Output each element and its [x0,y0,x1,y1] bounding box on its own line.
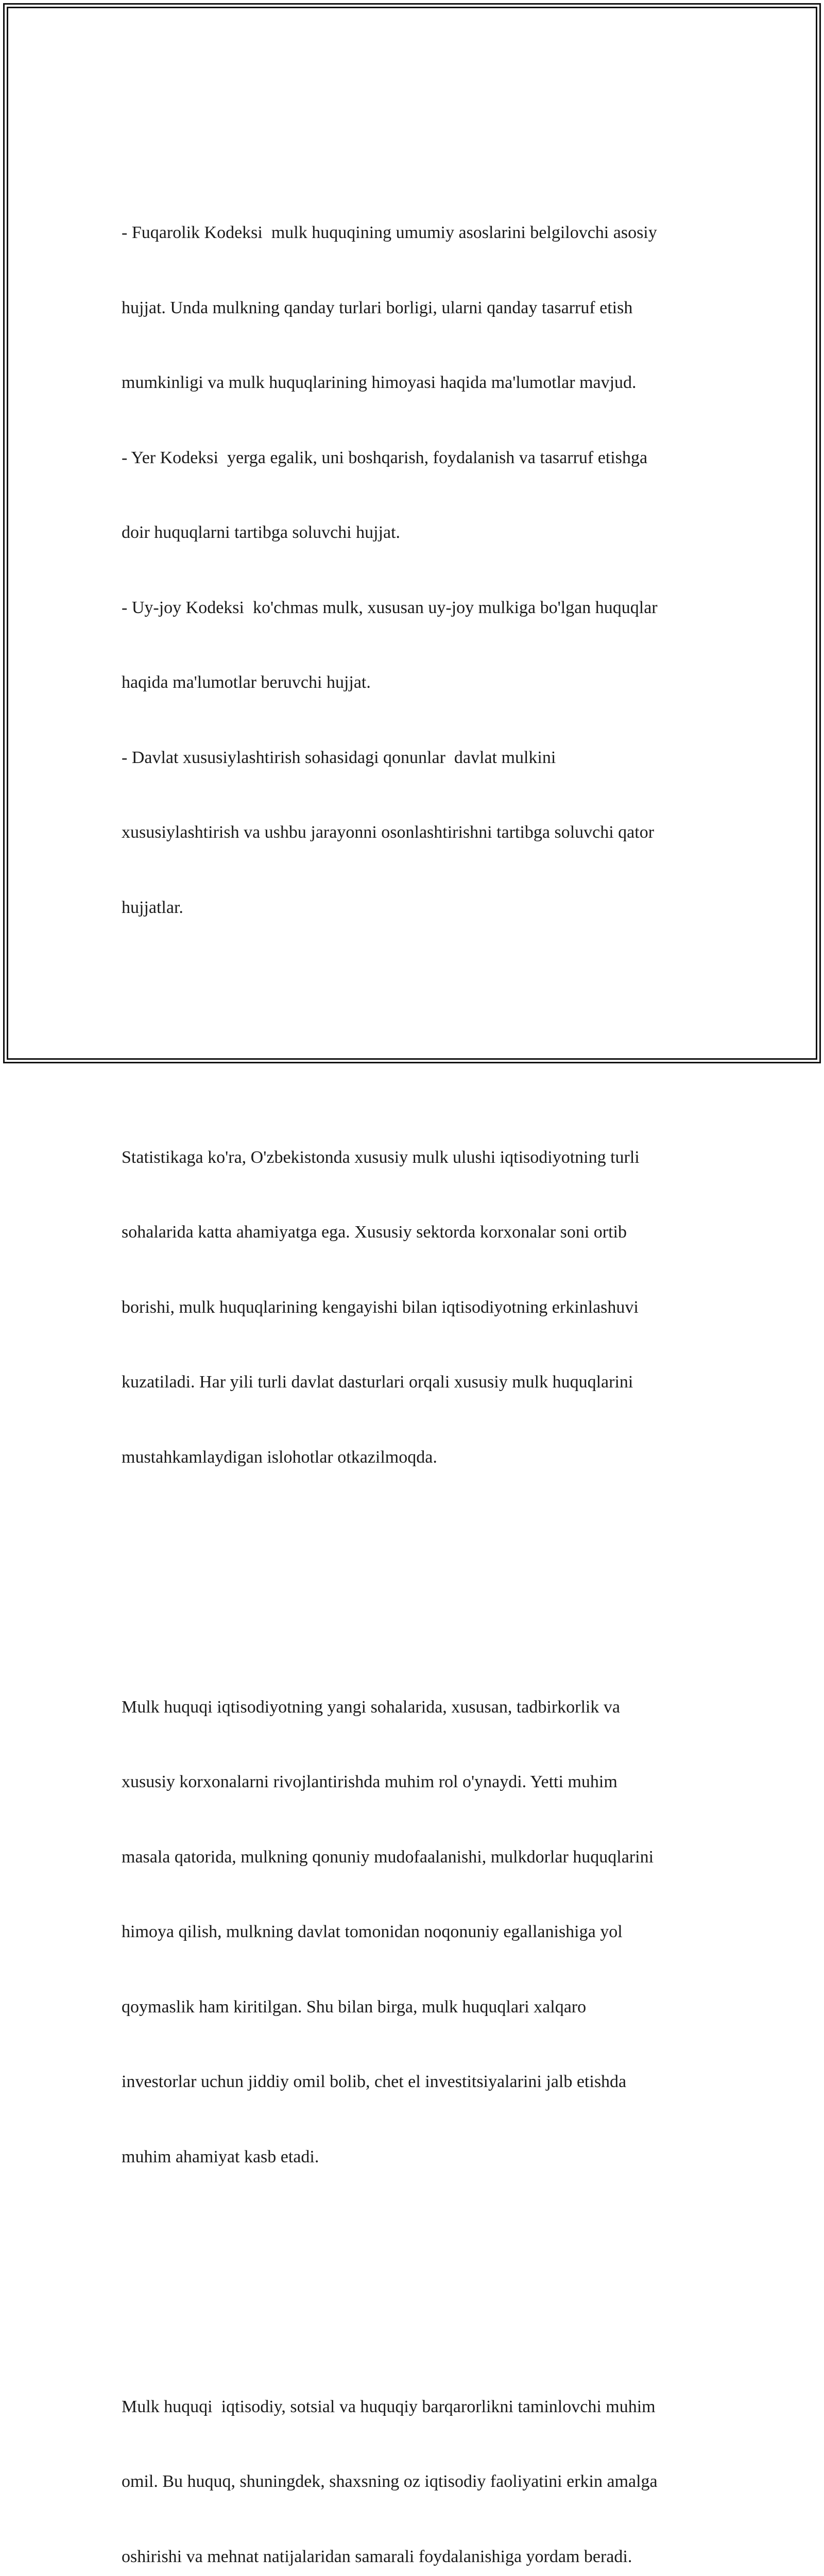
text-line: - Yer Kodeksi yerga egalik, uni boshqarish, foydalanish va tasarruf etishga [122,446,709,471]
text-line: kuzatiladi. Har yili turli davlat dasturlari orqali xususiy mulk huquqlarini [122,1370,709,1395]
paragraph-codes-list [122,171,709,970]
text-line: oshirishi va mehnat natijalaridan samarali foydalanishiga yordam beradi. [122,2545,709,2570]
paragraph-property-role [122,1645,709,2220]
text-line: - Davlat xususiylashtirish sohasidagi qonunlar davlat mulkini [122,745,709,771]
document-body [122,121,709,2576]
text-line: muhim ahamiyat kasb etadi. [122,2145,709,2170]
text-line: masala qatorida, mulkning qonuniy mudofaalanishi, mulkdorlar huquqlarini [122,1845,709,1870]
paragraph-gap [122,1570,709,1595]
paragraph-statistics [122,1095,709,1520]
text-line: qoymaslik ham kiritilgan. Shu bilan birga, mulk huquqlari xalqaro [122,1995,709,2020]
text-line: haqida ma'lumotlar beruvchi hujjat. [122,670,709,696]
text-line: xususiylashtirish va ushbu jarayonni osonlashtirishni tartibga soluvchi qator [122,820,709,845]
text-line: sohalarida katta ahamiyatga ega. Xususiy sektorda korxonalar soni ortib [122,1220,709,1245]
text-line: omil. Bu huquq, shuningdek, shaxsning oz iqtisodiy faoliyatini erkin amalga [122,2469,709,2495]
text-line: hujjatlar. [122,895,709,921]
text-line: Statistikaga ko'ra, O'zbekistonda xususiy mulk ulushi iqtisodiyotning turli [122,1145,709,1171]
paragraph-gap [122,1020,709,1045]
text-line: mustahkamlaydigan islohotlar otkazilmoqda. [122,1445,709,1470]
text-line: mumkinligi va mulk huquqlarining himoyasi haqida ma'lumotlar mavjud. [122,370,709,396]
text-line: Mulk huquqi iqtisodiyotning yangi sohalarida, xususan, tadbirkorlik va [122,1695,709,1720]
paragraph-conclusion [122,2345,709,2576]
text-line: himoya qilish, mulkning davlat tomonidan noqonuniy egallanishiga yol [122,1920,709,1945]
text-line: - Uy-joy Kodeksi ko'chmas mulk, xususan uy-joy mulkiga bo'lgan huquqlar [122,596,709,621]
paragraph-gap [122,2269,709,2295]
text-line: borishi, mulk huquqlarining kengayishi bilan iqtisodiyotning erkinlashuvi [122,1295,709,1320]
text-line: doir huquqlarni tartibga soluvchi hujjat. [122,520,709,546]
text-line: - Fuqarolik Kodeksi mulk huquqining umumiy asoslarini belgilovchi asosiy [122,221,709,246]
text-line: investorlar uchun jiddiy omil bolib, chet el investitsiyalarini jalb etishda [122,2070,709,2095]
text-line: Mulk huquqi iqtisodiy, sotsial va huquqiy barqarorlikni taminlovchi muhim [122,2395,709,2420]
text-line: xususiy korxonalarni rivojlantirishda muhim rol o'ynaydi. Yetti muhim [122,1770,709,1795]
text-line: hujjat. Unda mulkning qanday turlari borligi, ularni qanday tasarruf etish [122,296,709,321]
